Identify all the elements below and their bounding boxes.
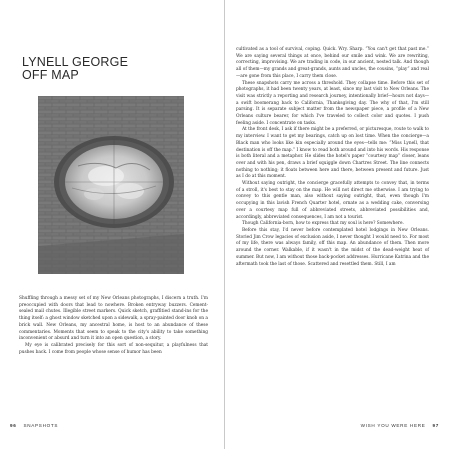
paragraph: At the front desk, I ask if there might be a preferred, or picturesque, route to walk to my interview. I want to get my bearings, catch up on lost time. When the concierge—a Black man who looks like kin especially around the eyes—tells me: “Miss Lynell, that destination is off the map.” I know to read both around and into his words. His response is both literal and a metaphor. He slides the hotel's paper “courtesy map” closer, leans over and with his pen, draws a brief squiggle down Chartres Street. The line connects nothing to nothing; it floats between here and there, between present and future. Just as I do at this moment. [236, 127, 429, 180]
page-number: 96 [10, 423, 17, 428]
paragraph: Shuffling through a messy set of my New Orleans photographs, I discern a truth. I'm preoccupied with doors that lead to nowhere. Broken entryway buzzers. Cement-sealed mail chutes. Illegible street markers. Quick sketch, graffitied stand-ins for the thing itself: a ghost window sketched upon a sidewalk, a spray-painted door knob on a brick wall. New Orleans, my ancestral home, is host to an abundance of these commentaries. Moments that seem to speak to the city's ability to take something inconvenient or absurd and turn it into an open question, a story. [19, 296, 208, 342]
left-page-body [19, 296, 208, 356]
running-head: WISH YOU WERE HERE [360, 423, 426, 428]
right-page-body [236, 47, 429, 268]
right-folio [361, 423, 444, 428]
paragraph: These snapshots carry me across a threshold. They collapse time. Before this set of photographs, it had been twenty years, at least, since my last visit to New Orleans. The visit was strictly a reporting and research journey, intentionally brief—hours not days—a swift boomerang back to California, Thanksgiving day. The why of that, I'm still parsing. It is separate subject matter from the newspaper piece, a profile of a New Orleans culture bearer, for which I've traveled to collect color and quotes. I push feeling aside. I concentrate on tasks. [236, 80, 429, 126]
left-folio [5, 423, 58, 428]
essay-title: OFF MAP [22, 68, 79, 82]
running-head: SNAPSHOTS [23, 423, 59, 428]
author-name: LYNELL GEORGE [22, 55, 129, 69]
left-page [0, 0, 224, 449]
paragraph: My eye is calibrated precisely for this sort of non-sequitur, a playfulness that pushes back. I come from people whose sense of humor has been [19, 342, 208, 355]
chapter-title [22, 56, 212, 82]
manhole-cover-photo [38, 96, 184, 274]
paragraph: Before this stay, I'd never before contemplated hotel lodgings in New Orleans. Storied Jim Crow legacies of exclusion aside, I never thought I would need to. For most of my life, there was always family, off this map. An abundance of them. Then more around the corner. Walkable, if it wasn't in the midst of the dead-weight heat of summer. But now, I am without those back-pocket addresses. Hurricane Katrina and the aftermath took the last of those. Scattered and resettled them. Still, I am [236, 227, 429, 267]
paragraph: cultivated as a tool of survival, coping. Quick. Wry. Sharp. “You can't get that past me.” We are saying several things at once, behind our smile and wink. We are rewriting, correcting, improvising. We are trading in code, in our ancient, nested talk. And though all of them—my grands and great-grands, aunts and uncles, the cousins, “play” and real—are gone from this place, I carry them close. [236, 47, 429, 79]
page-number: 97 [432, 423, 439, 428]
right-page [225, 0, 449, 449]
paragraph: Without saying outright, the concierge gracefully attempts to convey that, in terms of a stroll, it's best to stay on the map. He will not direct me otherwise. I am trying to convey to this gentle man, also without saying outright, that, even though I'm occupying in this lavish French Quarter hotel, ornate as a wedding cake, conversing over a courtesy map full of abbreviated streets, abbreviated possibilities and, accordingly, abbreviated consequences, I am not a tourist. [236, 181, 429, 220]
paragraph: Though California-born, how to express that my soul is here? Somewhere. [242, 221, 404, 227]
